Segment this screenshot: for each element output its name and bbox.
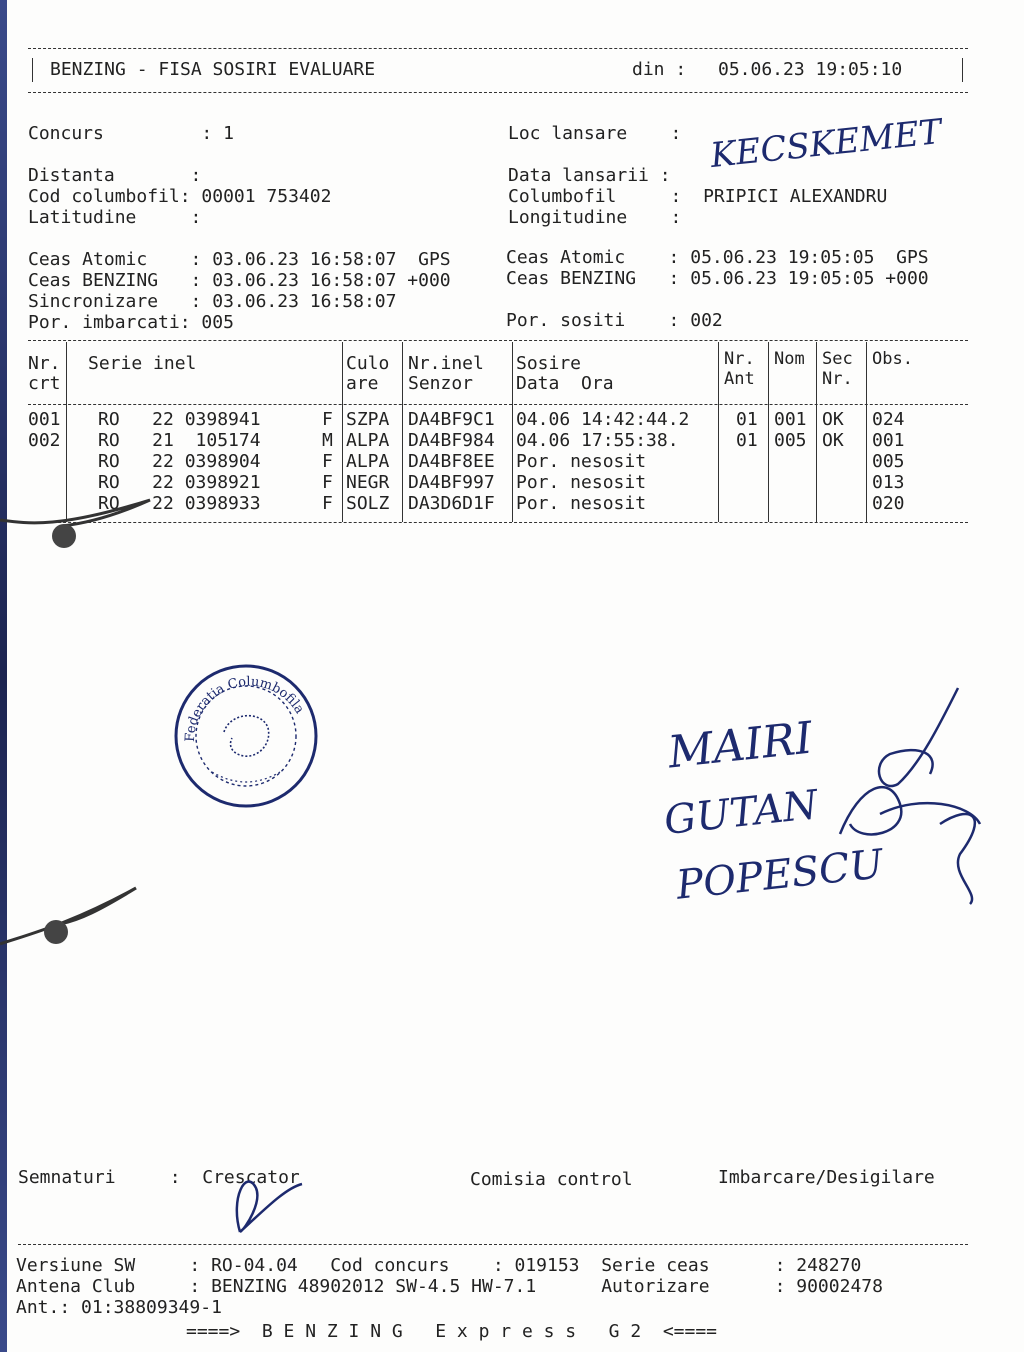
footer-antena-line: Antena Club : BENZING 48902012 SW-4.5 HW-7.1 Autorizare : 90002478	[16, 1276, 883, 1297]
table-top-rule	[28, 340, 968, 341]
row-senzor: DA3D6D1F	[408, 493, 495, 514]
th-are: are	[346, 373, 379, 394]
row-nr-ant: 01	[736, 409, 758, 430]
row-nr: 001	[28, 409, 61, 430]
comisia-control-label: Comisia control	[470, 1169, 633, 1190]
th-serie-inel: Serie inel	[88, 353, 197, 374]
latitudine-field: Latitudine :	[28, 207, 202, 228]
concurs-field: Concurs : 1	[28, 123, 234, 144]
row-sex: F	[322, 493, 333, 514]
th-sec: Sec	[822, 349, 853, 369]
row-sosire: Por. nesosit	[516, 472, 647, 493]
row-obs: 020	[872, 493, 905, 514]
row-senzor: DA4BF8EE	[408, 451, 495, 472]
document-title: BENZING - FISA SOSIRI EVALUARE	[50, 59, 376, 80]
col-sep-4	[512, 342, 513, 522]
col-sep-3	[402, 342, 403, 522]
row-culoare: SOLZ	[346, 493, 390, 514]
th-nr-inel: Nr.inel	[408, 353, 484, 374]
col-sep-8	[866, 342, 867, 522]
data-lansarii-field: Data lansarii :	[508, 165, 671, 186]
th-culo: Culo	[346, 353, 390, 374]
signature-scribbles	[820, 684, 1000, 914]
row-nr: 002	[28, 430, 61, 451]
row-nr-ant: 01	[736, 430, 758, 451]
federation-stamp	[172, 662, 322, 810]
signature-name-2: GUTAN	[662, 782, 821, 844]
sincronizare-field: Sincronizare : 03.06.23 16:58:07	[28, 291, 397, 312]
row-obs: 005	[872, 451, 905, 472]
hole-punch-mark-2	[0, 884, 150, 954]
por-imbarcati-field: Por. imbarcati: 005	[28, 312, 234, 333]
th-senzor: Senzor	[408, 373, 474, 394]
th-ant: Ant	[724, 369, 755, 389]
row-obs: 013	[872, 472, 905, 493]
row-serie-inel: RO 22 0398904	[98, 451, 261, 472]
row-serie-inel: RO 22 0398921	[98, 472, 261, 493]
col-sep-5	[718, 342, 719, 522]
crescator-signature	[226, 1158, 306, 1238]
th-nr-ant: Nr.	[724, 349, 755, 369]
th-sosire: Sosire	[516, 353, 582, 374]
hole-punch-mark-1	[0, 494, 170, 554]
footer-ant-line: Ant.: 01:38809349-1	[16, 1297, 222, 1318]
row-obs: 024	[872, 409, 905, 430]
footer-brand: ====> B E N Z I N G E x p r e s s G 2 <====	[186, 1321, 718, 1342]
loc-lansare-field: Loc lansare :	[508, 123, 682, 144]
col-sep-6	[768, 342, 769, 522]
loc-lansare-handwritten: KECSKEMET	[708, 111, 944, 177]
header-left-bar	[32, 58, 33, 82]
longitudine-field: Longitudine :	[508, 207, 682, 228]
row-culoare: ALPA	[346, 451, 390, 472]
row-senzor: DA4BF997	[408, 472, 495, 493]
th-data-ora: Data Ora	[516, 373, 614, 394]
row-nom: 001	[774, 409, 807, 430]
row-serie-inel: RO 21 105174	[98, 430, 261, 451]
row-sosire: 04.06 14:42:44.2	[516, 409, 690, 430]
columbofil-field: Columbofil : PRIPICI ALEXANDRU	[508, 186, 888, 207]
row-sosire: 04.06 17:55:38.	[516, 430, 679, 451]
row-senzor: DA4BF9C1	[408, 409, 495, 430]
row-serie-inel: RO 22 0398933	[98, 493, 261, 514]
row-sec-nr: OK	[822, 430, 844, 451]
ceas-benzing-start: Ceas BENZING : 03.06.23 16:58:07 +000	[28, 270, 451, 291]
row-culoare: SZPA	[346, 409, 390, 430]
th-crt: crt	[28, 373, 61, 394]
th-obs: Obs.	[872, 349, 913, 369]
signature-name-3: POPESCU	[674, 841, 886, 909]
footer-rule	[18, 1244, 968, 1245]
col-sep-2	[342, 342, 343, 522]
th-sec-nr: Nr.	[822, 369, 853, 389]
row-sosire: Por. nesosit	[516, 493, 647, 514]
col-sep-7	[816, 342, 817, 522]
ceas-atomic-start: Ceas Atomic : 03.06.23 16:58:07 GPS	[28, 249, 451, 270]
row-sex: M	[322, 430, 333, 451]
header-bottom-rule	[28, 92, 968, 93]
por-sositi-field: Por. sositi : 002	[506, 310, 723, 331]
header-top-rule	[28, 48, 968, 49]
row-obs: 001	[872, 430, 905, 451]
distanta-field: Distanta :	[28, 165, 202, 186]
th-nr: Nr.	[28, 353, 61, 374]
cod-columbofil-field: Cod columbofil: 00001 753402	[28, 186, 332, 207]
footer-versiune-line: Versiune SW : RO-04.04 Cod concurs : 019153 Serie ceas : 248270	[16, 1255, 862, 1276]
print-date: 05.06.23 19:05:10	[718, 59, 903, 80]
row-sex: F	[322, 472, 333, 493]
row-sosire: Por. nesosit	[516, 451, 647, 472]
binder-edge	[0, 0, 7, 1352]
imbarcare-label: Imbarcare/Desigilare	[718, 1167, 935, 1188]
row-culoare: ALPA	[346, 430, 390, 451]
row-serie-inel: RO 22 0398941	[98, 409, 261, 430]
header-right-bar	[962, 58, 963, 82]
th-nom: Nom	[774, 349, 805, 369]
row-sex: F	[322, 451, 333, 472]
ceas-atomic-end: Ceas Atomic : 05.06.23 19:05:05 GPS	[506, 247, 929, 268]
row-senzor: DA4BF984	[408, 430, 495, 451]
stamp-text: Federatia Columbofila	[182, 674, 307, 743]
row-sec-nr: OK	[822, 409, 844, 430]
row-sex: F	[322, 409, 333, 430]
row-nom: 005	[774, 430, 807, 451]
row-culoare: NEGR	[346, 472, 390, 493]
ceas-benzing-end: Ceas BENZING : 05.06.23 19:05:05 +000	[506, 268, 929, 289]
signature-name-1: MAIRI	[665, 712, 815, 779]
date-label: din :	[632, 59, 687, 80]
table-header-rule	[28, 404, 968, 405]
semnaturi-label: Semnaturi : Crescator	[18, 1167, 300, 1188]
